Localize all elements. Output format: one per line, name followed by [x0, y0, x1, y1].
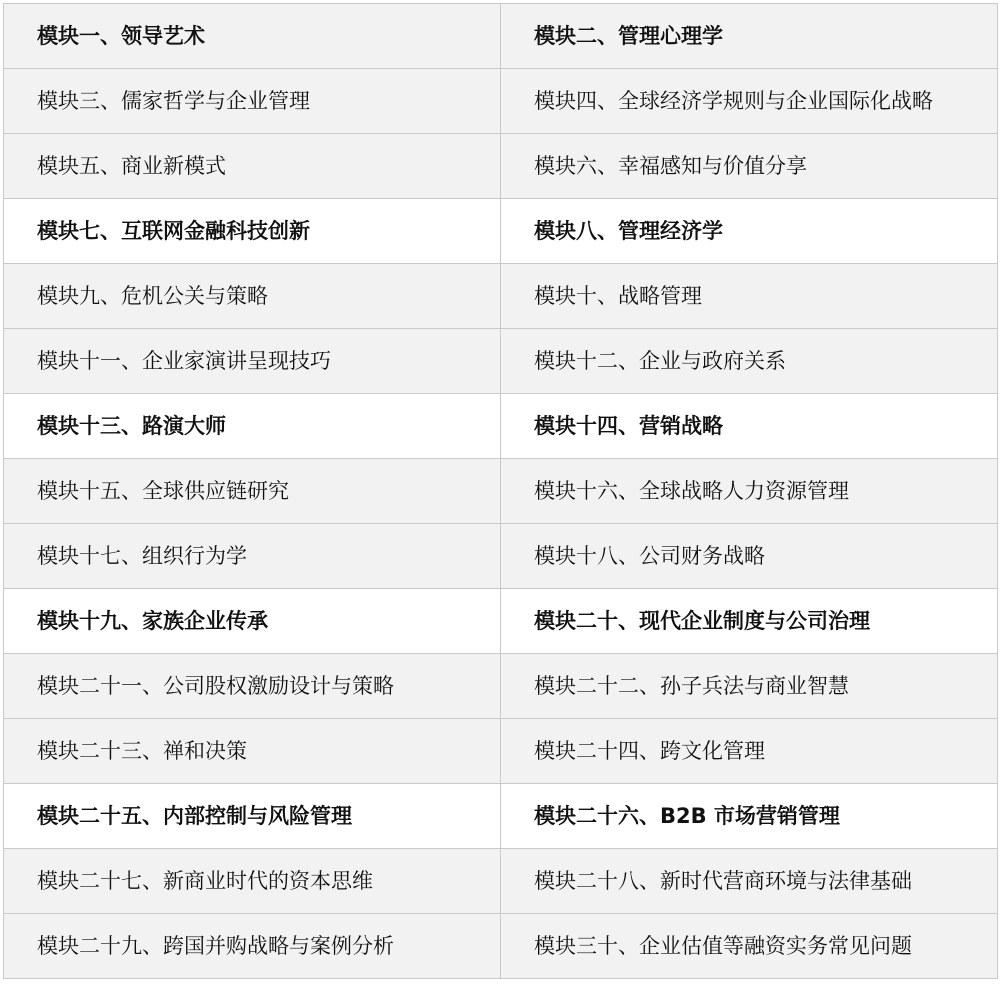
table-row	[4, 914, 998, 979]
module-cell: 模块五、商业新模式	[4, 134, 501, 199]
module-cell: 模块二十四、跨文化管理	[501, 719, 998, 784]
table-row	[4, 394, 998, 459]
table-row	[4, 329, 998, 394]
table-row	[4, 784, 998, 849]
table-row	[4, 719, 998, 784]
module-cell: 模块十八、公司财务战略	[501, 524, 998, 589]
module-cell: 模块九、危机公关与策略	[4, 264, 501, 329]
table-row	[4, 134, 998, 199]
module-cell: 模块四、全球经济学规则与企业国际化战略	[501, 69, 998, 134]
table-row	[4, 69, 998, 134]
module-cell: 模块二、管理心理学	[501, 4, 998, 69]
table-row	[4, 589, 998, 654]
module-cell: 模块三、儒家哲学与企业管理	[4, 69, 501, 134]
module-cell: 模块十六、全球战略人力资源管理	[501, 459, 998, 524]
module-cell: 模块二十三、禅和决策	[4, 719, 501, 784]
table-row	[4, 459, 998, 524]
module-table	[3, 3, 998, 979]
module-cell: 模块十、战略管理	[501, 264, 998, 329]
module-cell: 模块六、幸福感知与价值分享	[501, 134, 998, 199]
table-row	[4, 849, 998, 914]
module-cell: 模块二十五、内部控制与风险管理	[4, 784, 501, 849]
module-cell: 模块二十二、孙子兵法与商业智慧	[501, 654, 998, 719]
module-cell: 模块十二、企业与政府关系	[501, 329, 998, 394]
module-cell: 模块二十、现代企业制度与公司治理	[501, 589, 998, 654]
module-cell: 模块二十一、公司股权激励设计与策略	[4, 654, 501, 719]
table-row	[4, 199, 998, 264]
module-cell: 模块三十、企业估值等融资实务常见问题	[501, 914, 998, 979]
module-cell: 模块十七、组织行为学	[4, 524, 501, 589]
module-cell: 模块二十六、B2B 市场营销管理	[501, 784, 998, 849]
table-row	[4, 264, 998, 329]
table-row	[4, 654, 998, 719]
module-cell: 模块二十七、新商业时代的资本思维	[4, 849, 501, 914]
module-cell: 模块二十九、跨国并购战略与案例分析	[4, 914, 501, 979]
module-cell: 模块十九、家族企业传承	[4, 589, 501, 654]
module-cell: 模块十三、路演大师	[4, 394, 501, 459]
module-cell: 模块十一、企业家演讲呈现技巧	[4, 329, 501, 394]
module-cell: 模块八、管理经济学	[501, 199, 998, 264]
module-cell: 模块七、互联网金融科技创新	[4, 199, 501, 264]
module-cell: 模块十四、营销战略	[501, 394, 998, 459]
table-row	[4, 524, 998, 589]
module-cell: 模块一、领导艺术	[4, 4, 501, 69]
module-table-body	[4, 4, 998, 979]
module-cell: 模块十五、全球供应链研究	[4, 459, 501, 524]
module-cell: 模块二十八、新时代营商环境与法律基础	[501, 849, 998, 914]
table-row	[4, 4, 998, 69]
